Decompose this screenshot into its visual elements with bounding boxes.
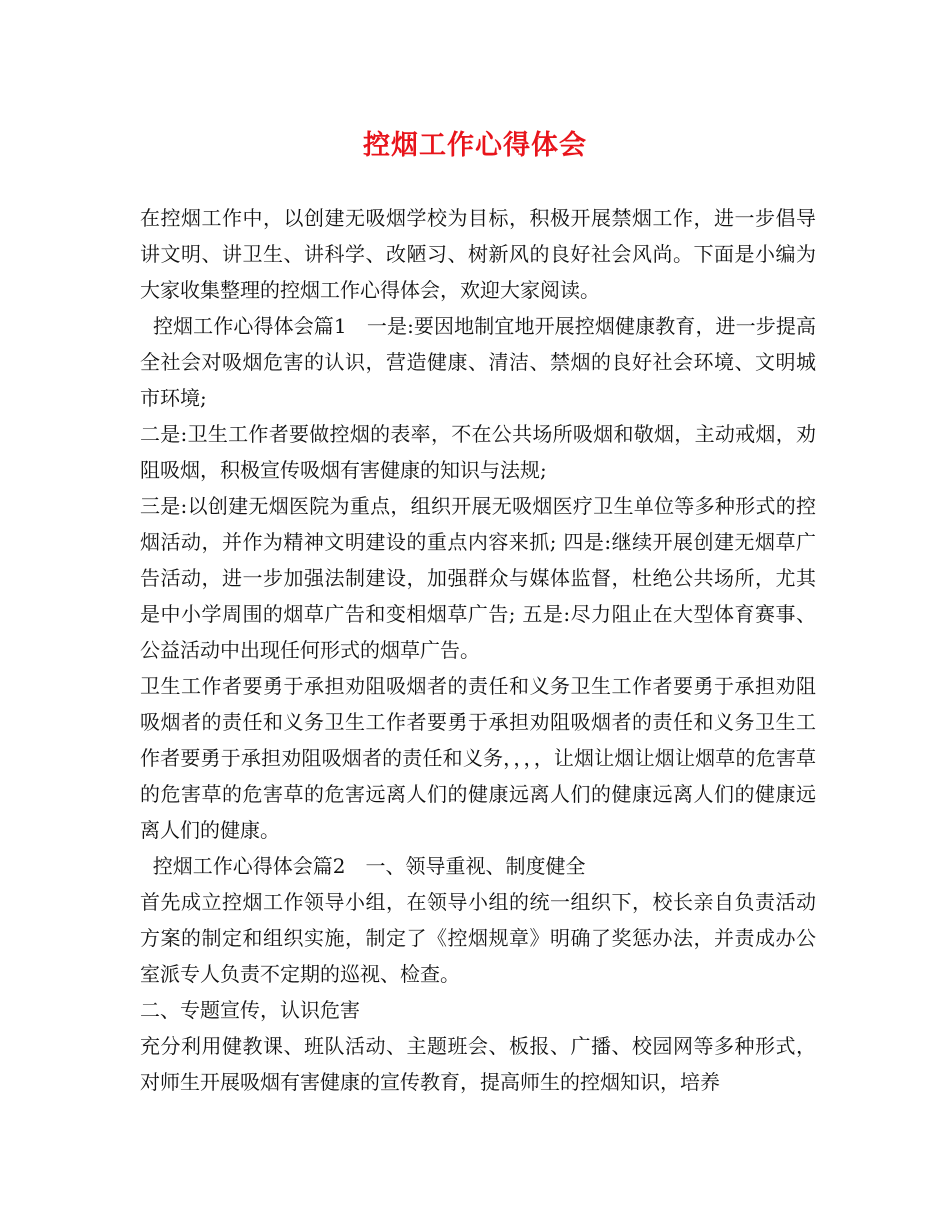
paragraph-intro: 在控烟工作中，以创建无吸烟学校为目标，积极开展禁烟工作，进一步倡导讲文明、讲卫生、讲科学、改陋习、树新风的良好社会风尚。下面是小编为大家收集整理的控烟工作心得体会，欢迎大家阅读。 [140,206,816,302]
paragraph-part1-duty: 卫生工作者要勇于承担劝阻吸烟者的责任和义务卫生工作者要勇于承担劝阻吸烟者的责任和义务卫生工作者要勇于承担劝阻吸烟者的责任和义务卫生工作者要勇于承担劝阻吸烟者的责任和义务，，，，让烟让烟让烟让烟草的危害草的危害草的危害草的危害远离人们的健康远离人们的健康远离人们的健康远离人们的健康。 [140,674,816,842]
paragraph-part2-leadership: 首先成立控烟工作领导小组，在领导小组的统一组织下，校长亲自负责活动方案的制定和组织实施，制定了《控烟规章》明确了奖惩办法，并责成办公室派专人负责不定期的巡视、检查。 [140,890,816,986]
paragraph-part2-section2-heading: 二、专题宣传，认识危害 [140,998,360,1022]
paragraph-part1-item1: 控烟工作心得体会篇1 一是:要因地制宜地开展控烟健康教育，进一步提高全社会对吸烟危害的认识，营造健康、清洁、禁烟的良好社会环境、文明城市环境; [140,314,816,410]
paragraph-part2-publicity: 充分利用健教课、班队活动、主题班会、板报、广播、校园网等多种形式，对师生开展吸烟有害健康的宣传教育，提高师生的控烟知识，培养 [140,1034,816,1094]
paragraph-part1-item2: 二是:卫生工作者要做控烟的表率，不在公共场所吸烟和敬烟，主动戒烟，劝阻吸烟，积极宣传吸烟有害健康的知识与法规; [140,422,816,482]
paragraph-part2-heading: 控烟工作心得体会篇2 一、领导重视、制度健全 [140,854,586,878]
document-title: 控烟工作心得体会 [363,130,587,161]
paragraph-part1-item3-5: 三是:以创建无烟医院为重点，组织开展无吸烟医疗卫生单位等多种形式的控烟活动，并作为精神文明建设的重点内容来抓; 四是:继续开展创建无烟草广告活动，进一步加强法制建设，加强群众与媒体监督，杜绝公共场所，尤其是中小学周围的烟草广告和变相烟草广告; 五是:尽力阻止在大型体育赛事、公益活动中出现任何形式的烟草广告。 [140,494,816,662]
document-body [140,200,816,1100]
